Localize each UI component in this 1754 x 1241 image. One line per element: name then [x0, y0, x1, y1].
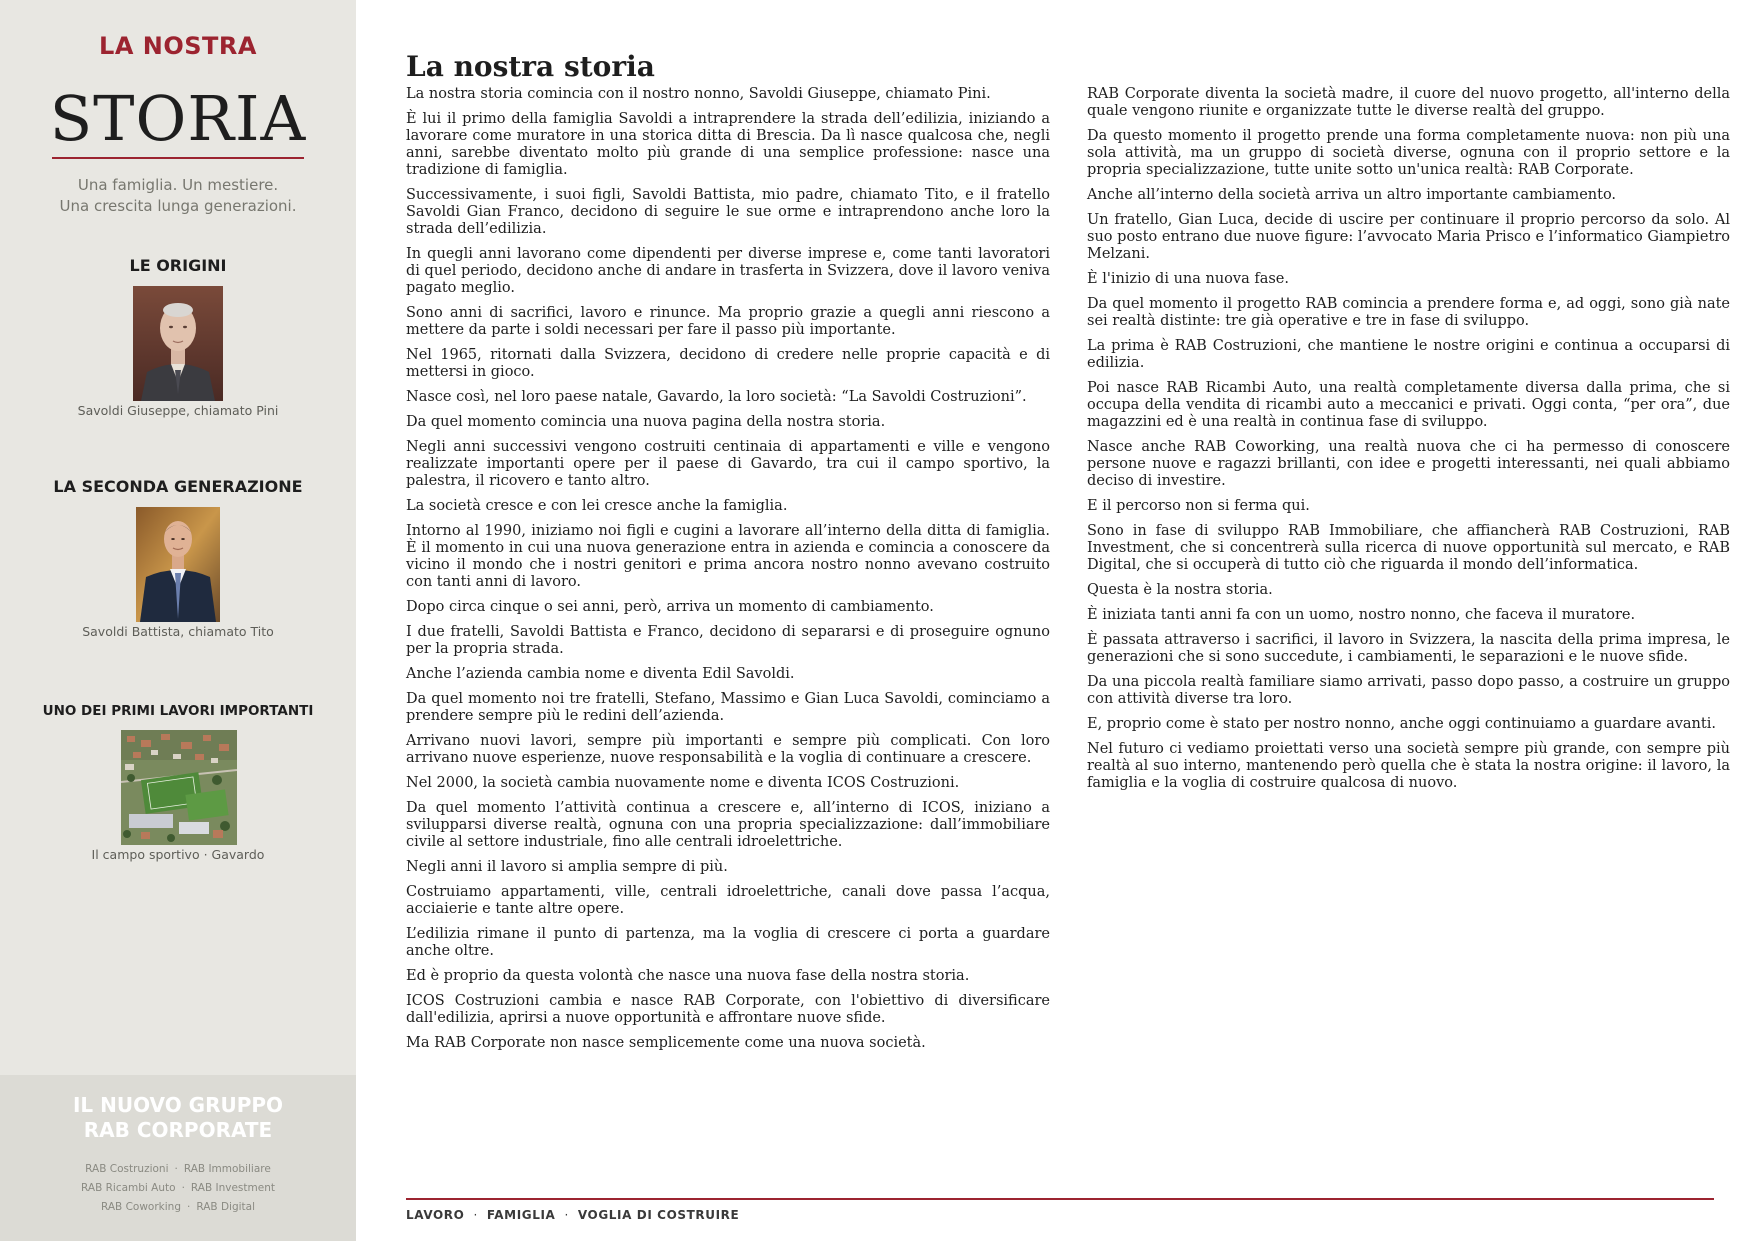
company-separator: ·: [181, 1182, 185, 1194]
paragraph: Nasce così, nel loro paese natale, Gavardo, la loro società: “La Savoldi Costruzioni”.: [406, 389, 1027, 405]
sidebar: [0, 0, 356, 1241]
paragraph: Un fratello, Gian Luca, decide di uscire per continuare il proprio percorso da solo. Al suo posto entrano due nuove figure: l’avvocato Maria Prisco e l’informatico Giampietro Melzani.: [1087, 212, 1730, 262]
paragraph: Ed è proprio da questa volontà che nasce una nuova fase della nostra storia.: [406, 968, 970, 984]
portrait-photo-giuseppe: [133, 286, 223, 401]
paragraph: Negli anni il lavoro si amplia sempre di più.: [406, 859, 728, 875]
paragraph: Da quel momento comincia una nuova pagina della nostra storia.: [406, 414, 886, 430]
sidebar-kicker: LA NOSTRA: [99, 32, 257, 60]
paragraph: In quegli anni lavorano come dipendenti per diverse imprese e, come tanti lavoratori di quel periodo, decidono anche di andare in trasferta in Svizzera, dove il lavoro veniva pagato meglio.: [406, 246, 1050, 296]
footer-tag-separator: ·: [564, 1208, 569, 1222]
paragraph: Anche all’interno della società arriva un altro importante cambiamento.: [1087, 187, 1617, 203]
company-name: RAB Digital: [196, 1201, 255, 1213]
paragraph: Dopo circa cinque o sei anni, però, arriva un momento di cambiamento.: [406, 599, 934, 615]
paragraph: Anche l’azienda cambia nome e diventa Edil Savoldi.: [406, 666, 795, 682]
photo-caption-campo: Il campo sportivo · Gavardo: [91, 847, 265, 862]
portrait-photo-battista: [136, 507, 220, 622]
footer-title-line-2: RAB CORPORATE: [83, 1118, 273, 1142]
company-name: RAB Coworking: [101, 1201, 181, 1213]
paragraph: Nel 1965, ritornati dalla Svizzera, decidono di credere nelle proprie capacità e di mettersi in gioco.: [406, 347, 1050, 380]
company-list: [0, 1160, 356, 1217]
footer-rule: [406, 1198, 1714, 1200]
paragraph: Sono anni di sacrifici, lavoro e rinunce. Ma proprio grazie a quegli anni riescono a mettere da parte i soldi necessari per fare il passo più importante.: [406, 305, 1050, 338]
paragraph: Da una piccola realtà familiare siamo arrivati, passo dopo passo, a costruire un gruppo con attività diverse tra loro.: [1087, 674, 1730, 707]
company-row: [0, 1179, 356, 1198]
company-name: RAB Costruzioni: [85, 1163, 169, 1175]
company-row: [0, 1160, 356, 1179]
paragraph: Da quel momento noi tre fratelli, Stefano, Massimo e Gian Luca Savoldi, cominciamo a prendere sempre più le redini dell’azienda.: [406, 691, 1050, 724]
sidebar-tagline: [0, 175, 356, 217]
paragraph: Poi nasce RAB Ricambi Auto, una realtà completamente diversa dalla prima, che si occupa della vendita di ricambi auto a meccanici e privati. Oggi conta, “per ora”, due magazzini ed è una realtà in continua fase di sviluppo.: [1087, 380, 1730, 430]
paragraph: Sono in fase di sviluppo RAB Immobiliare, che affiancherà RAB Costruzioni, RAB Investment, che si concentrerà sulla ricerca di nuove opportunità sul mercato, e RAB Digital, che si occuperà di tutto ciò che riguarda il mondo dell’informatica.: [1087, 523, 1730, 573]
footer-tags: [406, 1208, 739, 1222]
company-name: RAB Immobiliare: [183, 1163, 271, 1175]
paragraph: L’edilizia rimane il punto di partenza, ma la voglia di crescere ci porta a guardare anche oltre.: [406, 926, 1050, 959]
aerial-photo-campo-sportivo: [121, 730, 237, 845]
company-separator: ·: [187, 1201, 191, 1213]
sidebar-title-rule: [52, 157, 304, 159]
sidebar-big-title: STORIA: [49, 82, 307, 155]
paragraph: È lui il primo della famiglia Savoldi a intraprendere la strada dell’edilizia, iniziando a lavorare come muratore in una storica ditta di Brescia. Da lì nasce qualcosa che, negli anni, sarebbe diventato molto più grande di una semplice professione: nasce una tradizione di famiglia.: [406, 111, 1050, 178]
company-name: RAB Investment: [190, 1182, 275, 1194]
paragraph: Nel 2000, la società cambia nuovamente nome e diventa ICOS Costruzioni.: [406, 775, 960, 791]
paragraph: Nasce anche RAB Coworking, una realtà nuova che ci ha permesso di conoscere persone nuove e ragazzi brillanti, con idee e progetti interessanti, nei quali abbiamo deciso di investire.: [1087, 439, 1730, 489]
company-row: [0, 1198, 356, 1217]
paragraph: È iniziata tanti anni fa con un uomo, nostro nonno, che faceva il muratore.: [1087, 607, 1636, 623]
paragraph: È passata attraverso i sacrifici, il lavoro in Svizzera, la nascita della prima impresa, le generazioni che si sono succedute, i cambiamenti, le separazioni e le nuove sfide.: [1087, 632, 1730, 665]
company-name: RAB Ricambi Auto: [81, 1182, 176, 1194]
section-heading-seconda-generazione: LA SECONDA GENERAZIONE: [53, 477, 303, 496]
paragraph: È l'inizio di una nuova fase.: [1087, 271, 1290, 287]
paragraph: RAB Corporate diventa la società madre, il cuore del nuovo progetto, all'interno della quale vengono riunite e organizzate tutte le diverse realtà del gruppo.: [1087, 86, 1730, 119]
paragraph: Ma RAB Corporate non nasce semplicemente come una nuova società.: [406, 1035, 926, 1051]
paragraph: Da questo momento il progetto prende una forma completamente nuova: non più una sola attività, ma un gruppo di società diverse, ognuna con il proprio settore e la propria specializzazione, tutte unite sotto un'unica realtà: RAB Corporate.: [1087, 128, 1730, 178]
paragraph: La prima è RAB Costruzioni, che mantiene le nostre origini e continua a occuparsi di edilizia.: [1087, 338, 1730, 371]
sidebar-footer-title: [0, 1093, 356, 1143]
footer-tag-separator: ·: [473, 1208, 478, 1222]
footer-tag: VOGLIA DI COSTRUIRE: [577, 1208, 740, 1222]
paragraph: Negli anni successivi vengono costruiti centinaia di appartamenti e ville e vengono realizzate importanti opere per il paese di Gavardo, tra cui il campo sportivo, la palestra, il ricovero e tanto altro.: [406, 439, 1050, 489]
paragraph: La nostra storia comincia con il nostro nonno, Savoldi Giuseppe, chiamato Pini.: [406, 86, 991, 102]
paragraph: Da quel momento l’attività continua a crescere e, all’interno di ICOS, iniziano a svilupparsi diverse realtà, ognuna con una propria specializzazione: dall’immobiliare civile al settore industriale, fino alle centrali idroelettriche.: [406, 800, 1050, 850]
sidebar-footer: [0, 1075, 356, 1241]
paragraph: E, proprio come è stato per nostro nonno, anche oggi continuiamo a guardare avanti.: [1087, 716, 1716, 732]
footer-tag: LAVORO: [406, 1208, 465, 1222]
photo-caption-giuseppe: Savoldi Giuseppe, chiamato Pini: [77, 403, 279, 418]
paragraph: Intorno al 1990, iniziamo noi figli e cugini a lavorare all’interno della ditta di famiglia. È il momento in cui una nuova generazione entra in azienda e comincia a conoscere da vicino il mondo che i nostri genitori e prima ancora nostro nonno avevano costruito con tanti anni di lavoro.: [406, 523, 1050, 590]
section-heading-primi-lavori: UNO DEI PRIMI LAVORI IMPORTANTI: [42, 703, 314, 719]
paragraph: Successivamente, i suoi figli, Savoldi Battista, mio padre, chiamato Tito, e il fratello Savoldi Gian Franco, decidono di seguire le sue orme e intraprendono anche loro la strada dell’edilizia.: [406, 187, 1050, 237]
footer-tag: FAMIGLIA: [486, 1208, 556, 1222]
paragraph: I due fratelli, Savoldi Battista e Franco, decidono di separarsi e di proseguire ognuno per la propria strada.: [406, 624, 1050, 657]
text-column-right: [1087, 86, 1730, 800]
footer-title-line-1: IL NUOVO GRUPPO: [72, 1093, 284, 1117]
photo-caption-battista: Savoldi Battista, chiamato Tito: [82, 624, 274, 639]
paragraph: Da quel momento il progetto RAB comincia a prendere forma e, ad oggi, sono già nate sei realtà distinte: tre già operative e tre in fase di sviluppo.: [1087, 296, 1730, 329]
text-column-left: [406, 86, 1050, 1060]
company-separator: ·: [174, 1163, 178, 1175]
paragraph: E il percorso non si ferma qui.: [1087, 498, 1310, 514]
paragraph: Arrivano nuovi lavori, sempre più importanti e sempre più complicati. Con loro arrivano nuove esperienze, nuove responsabilità e la voglia di continuare a crescere.: [406, 733, 1050, 766]
paragraph: Costruiamo appartamenti, ville, centrali idroelettriche, canali dove passa l’acqua, acciaierie e tante altre opere.: [406, 884, 1050, 917]
paragraph: ICOS Costruzioni cambia e nasce RAB Corporate, con l'obiettivo di diversificare dall'edilizia, aprirsi a nuove opportunità e affrontare nuove sfide.: [406, 993, 1050, 1026]
paragraph: Questa è la nostra storia.: [1087, 582, 1273, 598]
tagline-line-2: Una crescita lunga generazioni.: [59, 197, 297, 215]
paragraph: Nel futuro ci vediamo proiettati verso una società sempre più grande, con sempre più realtà al suo interno, mantenendo però quella che è stata la nostra origine: il lavoro, la famiglia e la voglia di costruire qualcosa di nuovo.: [1087, 741, 1730, 791]
paragraph: La società cresce e con lei cresce anche la famiglia.: [406, 498, 788, 514]
page-title: La nostra storia: [406, 50, 655, 83]
section-heading-origini: LE ORIGINI: [129, 256, 227, 275]
tagline-line-1: Una famiglia. Un mestiere.: [77, 176, 279, 194]
